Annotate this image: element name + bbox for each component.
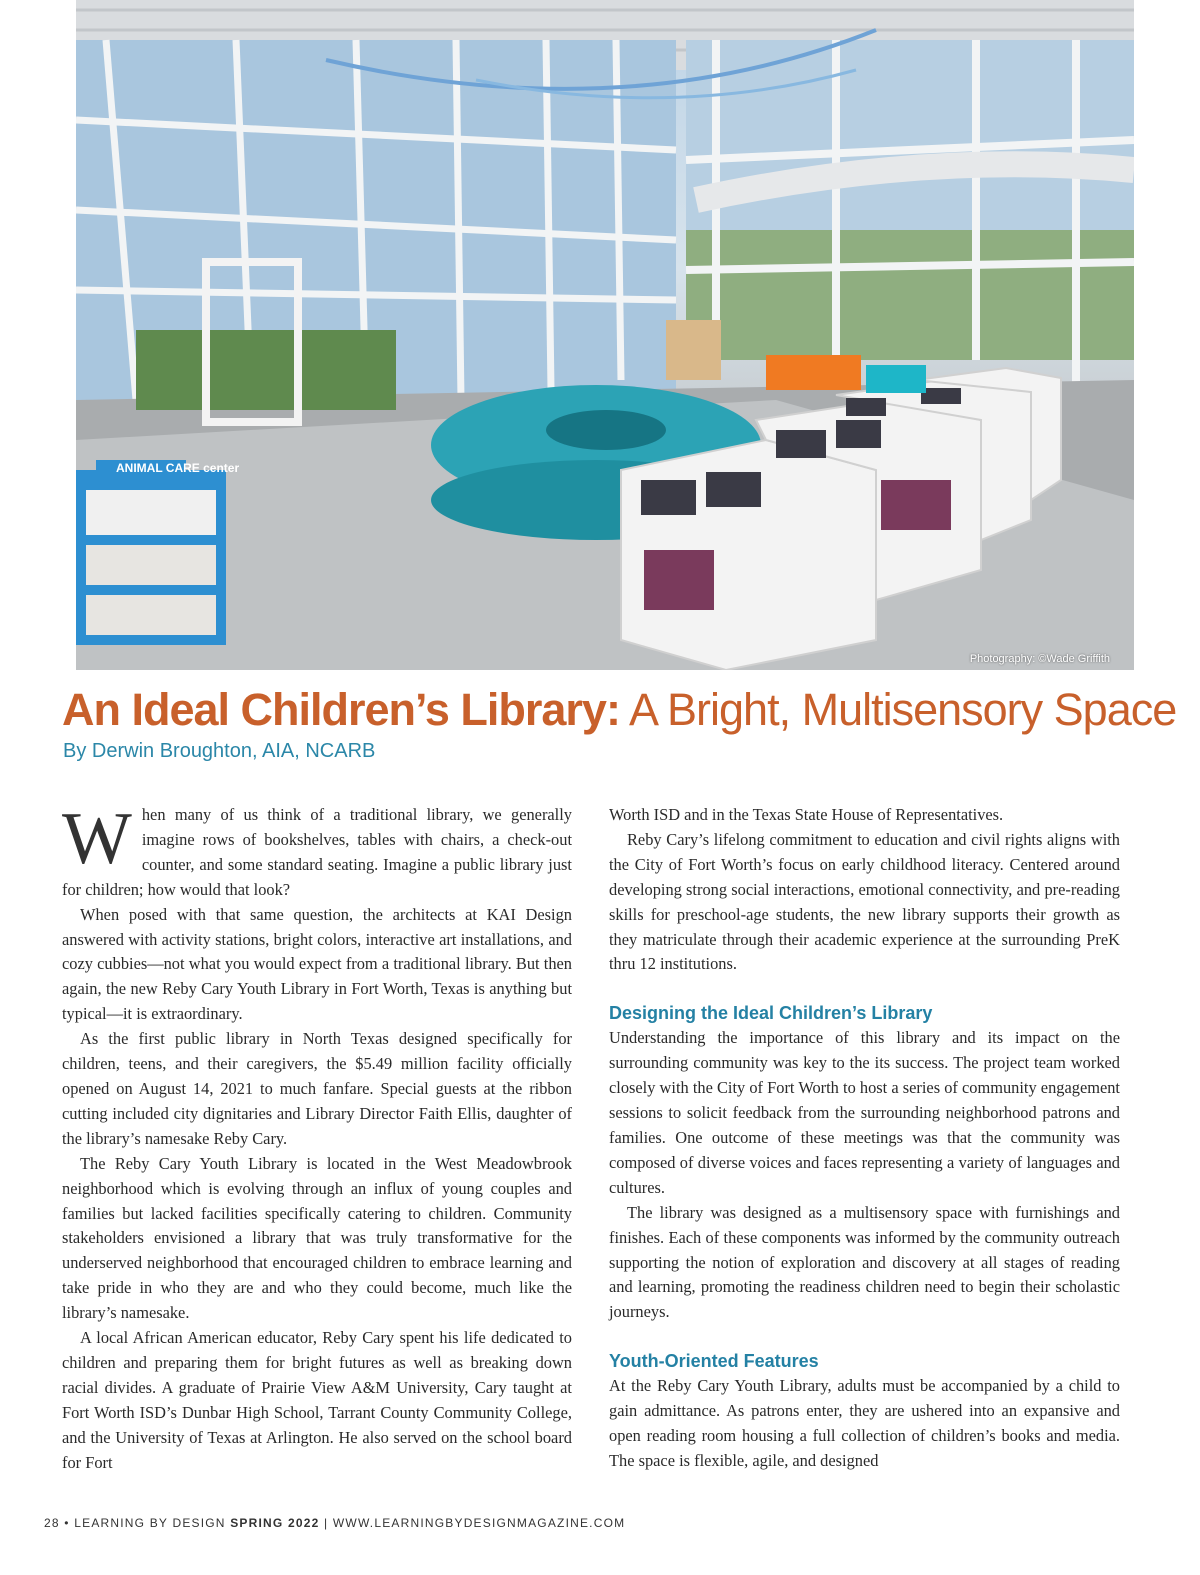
drop-cap: W: [62, 798, 132, 880]
paragraph: Worth ISD and in the Texas State House of Representatives.: [609, 805, 1004, 824]
website-url[interactable]: WWW.LEARNINGBYDESIGNMAGAZINE.COM: [332, 1516, 626, 1530]
paragraph: At the Reby Cary Youth Library, adults must be accompanied by a child to gain admittance. As patrons enter, they are ushered into an expansive and open reading room housing a full collection of children’s books and media. The space is flexible, agile, and designed: [609, 1376, 1120, 1470]
byline: By Derwin Broughton, AIA, NCARB: [63, 740, 376, 762]
footer-bullet: •: [64, 1516, 70, 1530]
sign-text: ANIMAL CARE center: [116, 461, 240, 475]
page-number: 28: [44, 1516, 60, 1530]
photo-credit: Photography: ©Wade Griffith: [969, 653, 1110, 665]
paragraph: Reby Cary’s lifelong commitment to education and civil rights aligns with the City of Fort Worth’s focus on early childhood literacy. Centered around developing strong social interactions, emotional connectivity, and pre-reading skills for preschool-age students, the new library supports their growth as they matriculate through their academic experience at the surrounding PreK thru 12 institutions.: [609, 829, 1120, 974]
paragraph: Understanding the importance of this library and its impact on the surrounding community was key to the its success. The project team worked closely with the City of Fort Worth to host a series of community engagement sessions to solicit feedback from the surrounding neighborhood patrons and families. One outcome of these meetings was that the community was composed of diverse voices and faces representing a variety of languages and cultures.: [609, 1028, 1120, 1197]
section-heading: Youth-Oriented Features: [609, 1351, 819, 1372]
footer-separator: |: [324, 1516, 329, 1530]
magazine-name: LEARNING BY DESIGN: [74, 1516, 226, 1530]
right-column: [609, 803, 1120, 1474]
headline-bold: An Ideal Children’s Library:: [62, 684, 620, 735]
paragraph: A local African American educator, Reby Cary spent his life dedicated to children and preparing them for bright futures as well as breaking down racial divides. A graduate of Prairie View A&M University, Cary taught at Fort Worth ISD’s Dunbar High School, Tarrant County Community College, and the University of Texas at Arlington. He also served on the school board for Fort: [62, 1328, 572, 1472]
paragraph: When posed with that same question, the architects at KAI Design answered with activity stations, bright colors, interactive art installations, and cozy cubbies—not what you would expect from a traditional library. But then again, the new Reby Cary Youth Library in Fort Worth, Texas is anything but typical—it is extraordinary.: [62, 904, 572, 1024]
library-interior-illustration: [76, 0, 1134, 670]
page-footer: [44, 1516, 625, 1530]
paragraph-text: hen many of us think of a traditional library, we generally imagine rows of bookshelves, tables with chairs, a check-out counter, and some standard seating. Imagine a public library just for children; how would that look?: [62, 805, 572, 899]
section-heading: Designing the Ideal Children’s Library: [609, 1003, 933, 1024]
paragraph: The Reby Cary Youth Library is located in the West Meadowbrook neighborhood which is evolving through an influx of young couples and families but lacked facilities specifically catering to children. Community stakeholders envisioned a library that was truly transformative for the underserved neighborhood that encouraged children to embrace learning and take pride in who they are and who they could become, much like the library’s namesake.: [62, 1153, 572, 1323]
article-headline: [62, 683, 1177, 737]
paragraph: As the first public library in North Texas designed specifically for children, teens, and their caregivers, the $5.49 million facility officially opened on August 14, 2021 to much fanfare. Special guests at the ribbon cutting included city dignitaries and Library Director Faith Ellis, daughter of the library’s namesake Reby Cary.: [62, 1029, 572, 1148]
hero-photo: [76, 0, 1134, 670]
headline-subtitle: A Bright, Multisensory Space: [628, 684, 1177, 735]
left-column: [62, 798, 572, 1475]
paragraph: [62, 798, 572, 903]
paragraph: The library was designed as a multisensory space with furnishings and finishes. Each of these components was informed by the community outreach supporting the notion of exploration and discovery at all stages of reading and learning, promoting the readiness children need to begin their scholastic journeys.: [609, 1202, 1120, 1322]
issue-label: SPRING 2022: [230, 1516, 320, 1530]
